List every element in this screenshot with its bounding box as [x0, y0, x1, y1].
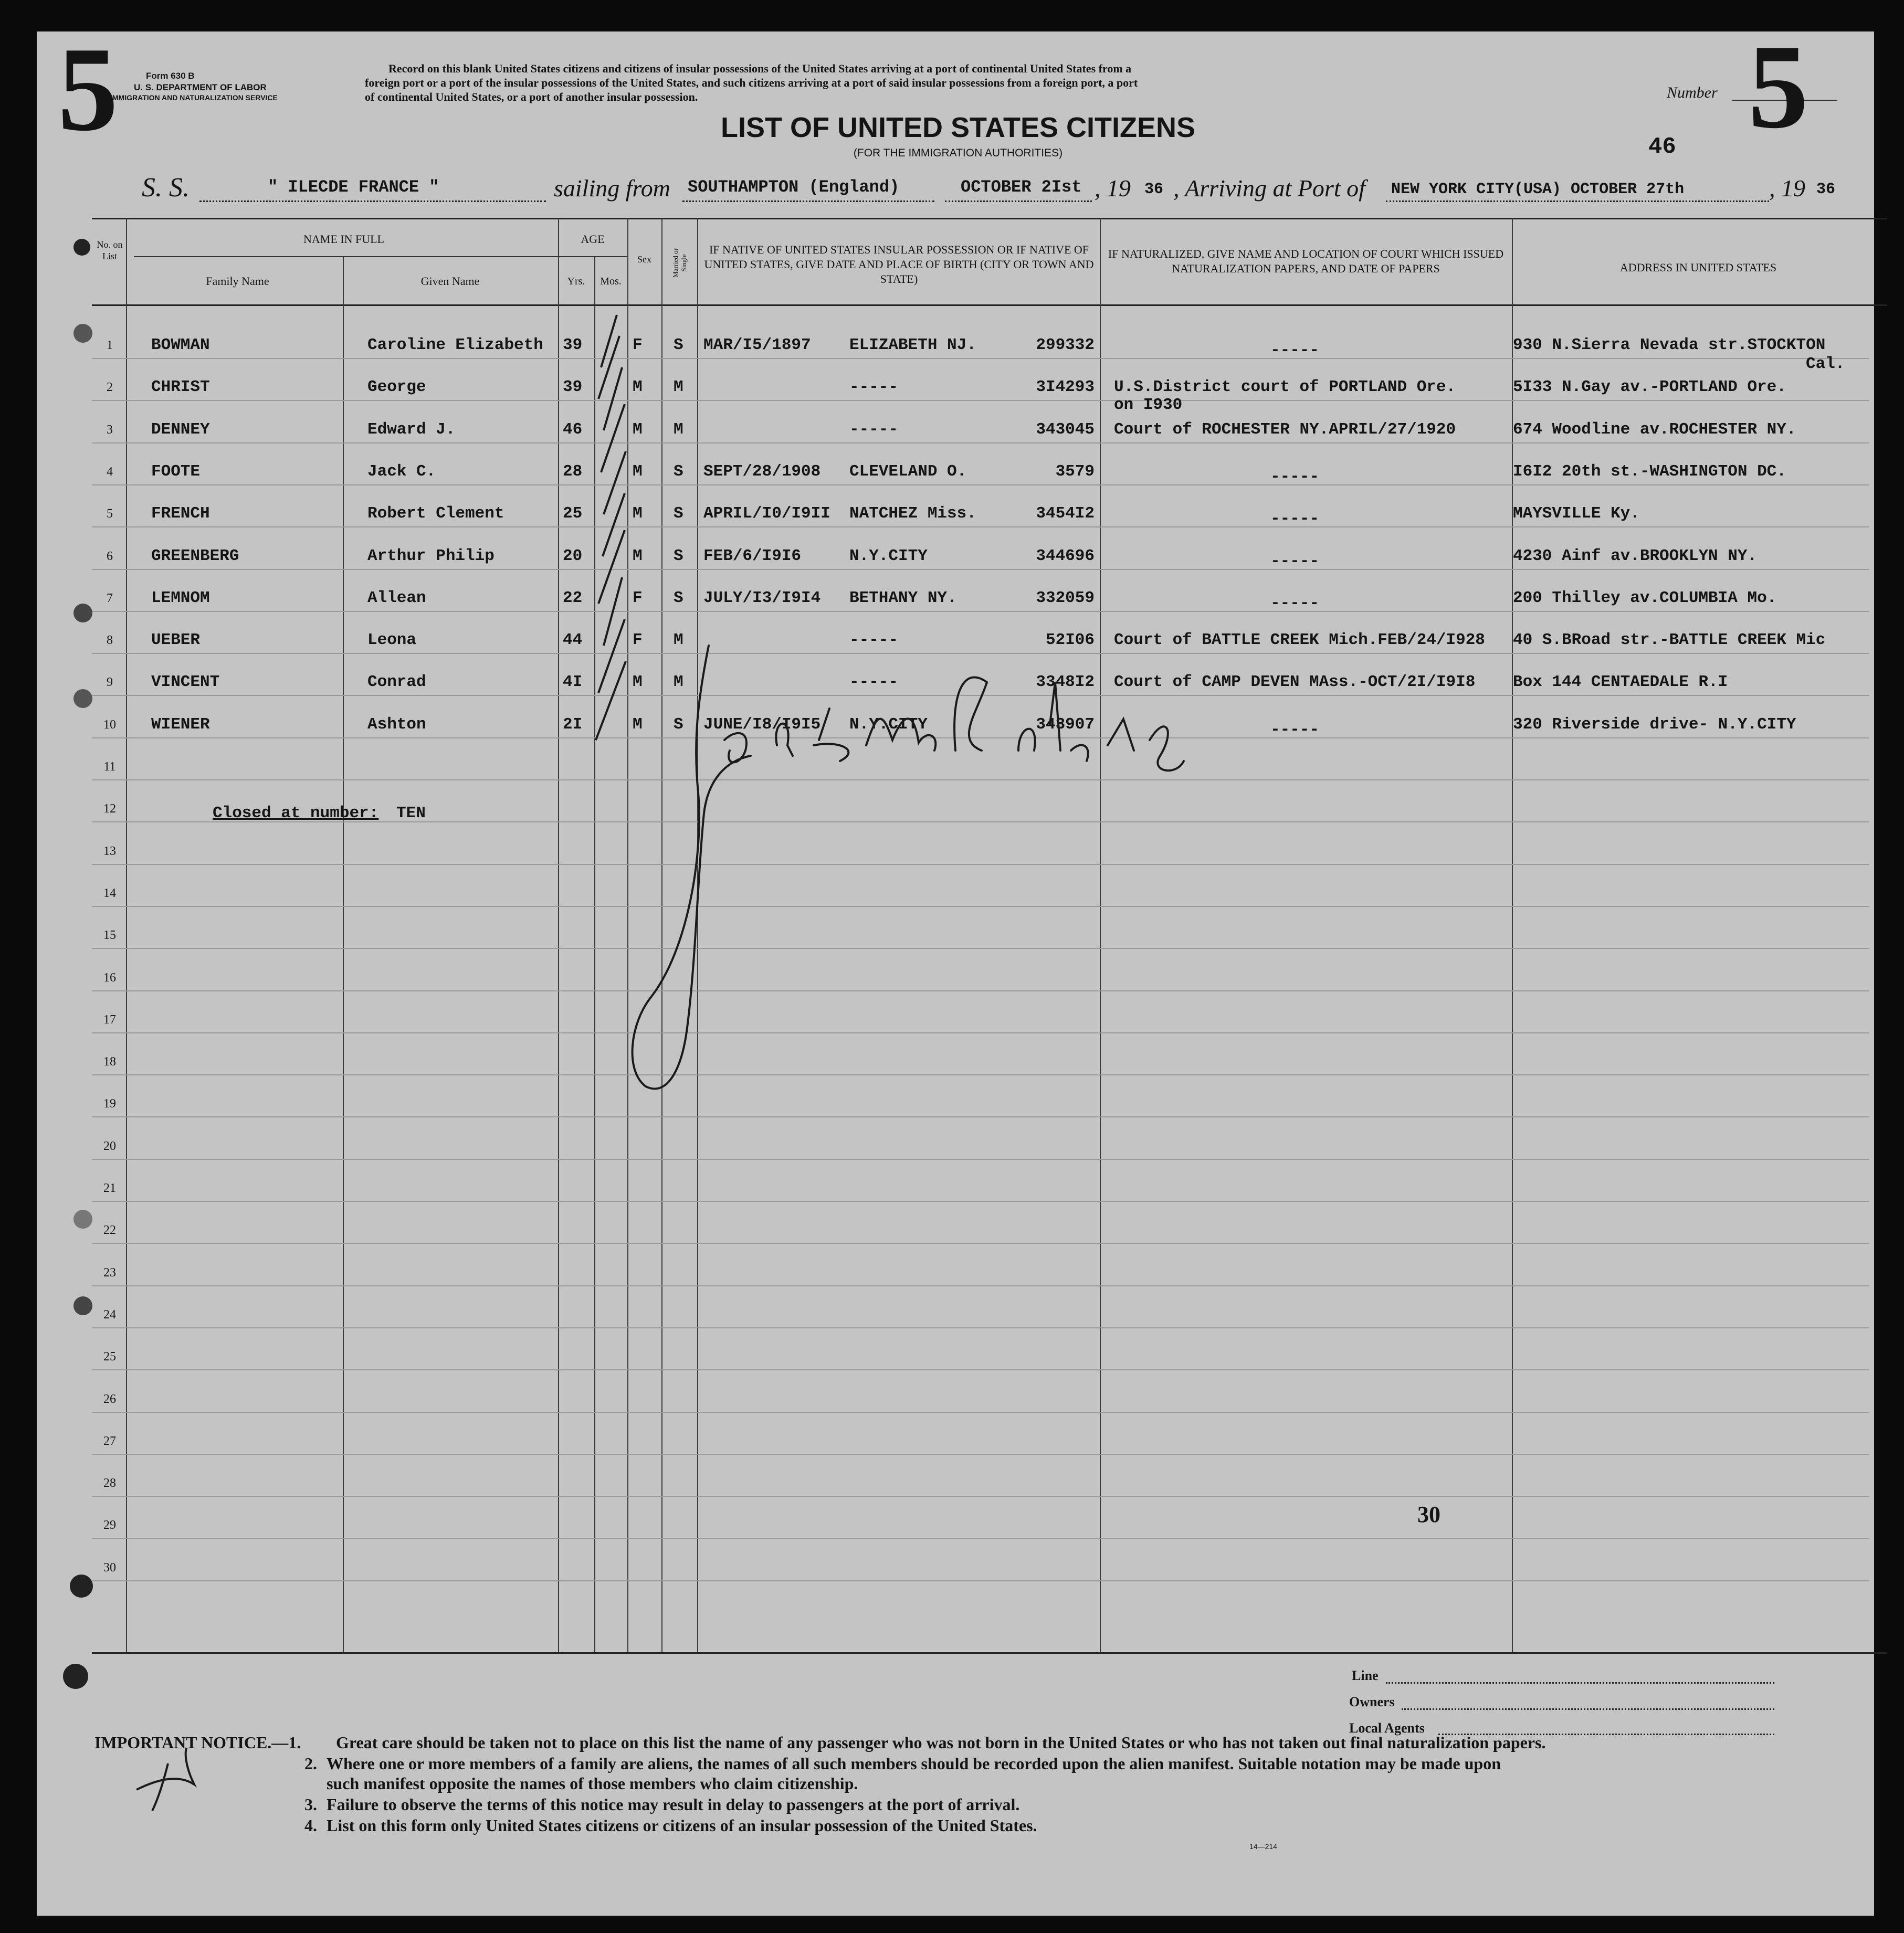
family-name: BOWMAN — [151, 336, 210, 354]
row-number: 15 — [103, 928, 116, 943]
row-number: 25 — [103, 1350, 116, 1364]
naturalization-court: ----- — [1270, 467, 1320, 486]
row-rule — [92, 1243, 1869, 1244]
col-divider — [594, 257, 595, 1652]
header-given-name: Given Name — [420, 274, 480, 288]
header-family-name: Family Name — [206, 274, 269, 288]
notice-4-number: 4. — [304, 1816, 317, 1835]
row-number: 24 — [103, 1307, 116, 1322]
instructions-line1: Record on this blank United States citizens and citizens of insular possessions of the United States arriving at a port of continental United States from a — [388, 62, 1132, 75]
address: Box 144 CENTAEDALE R.I — [1513, 673, 1728, 692]
arrival-underline — [1386, 200, 1769, 202]
row-number: 28 — [103, 1476, 116, 1491]
birth-date: SEPT/28/1908 — [703, 462, 821, 481]
page-subtitle: (FOR THE IMMIGRATION AUTHORITIES) — [853, 147, 1063, 159]
birth-date: JULY/I3/I9I4 — [703, 588, 821, 607]
header-sex: Sex — [637, 254, 651, 265]
naturalization-court: ----- — [1270, 552, 1320, 571]
print-code: 14—214 — [1249, 1842, 1277, 1851]
marital-status: M — [674, 631, 683, 650]
birth-place: CLEVELAND O. — [849, 462, 967, 481]
record-number: 52I06 — [1045, 631, 1095, 650]
header-address: ADDRESS IN UNITED STATES — [1619, 261, 1777, 274]
record-number: 3I4293 — [1036, 378, 1095, 397]
row-number: 14 — [103, 886, 116, 900]
age-years: 22 — [563, 588, 583, 607]
row-number: 22 — [103, 1223, 116, 1238]
row-number: 17 — [103, 1012, 116, 1027]
family-name: WIENER — [151, 715, 210, 734]
address-line2: Cal. — [1806, 355, 1845, 373]
age-years: 44 — [563, 631, 583, 650]
address: 674 Woodline av.ROCHESTER NY. — [1513, 420, 1796, 439]
age-years: 39 — [563, 378, 583, 397]
sex-value: M — [633, 504, 643, 523]
row-rule — [92, 442, 1869, 443]
birth-date: JUNE/I8/I9I5 — [703, 715, 821, 734]
row-rule — [92, 358, 1869, 359]
row-rule — [92, 526, 1869, 527]
address: I6I2 20th st.-WASHINGTON DC. — [1513, 462, 1786, 481]
bottom-stamp: 30 — [1417, 1502, 1440, 1527]
birth-place: ----- — [849, 631, 899, 650]
marital-status: S — [674, 715, 683, 734]
family-name: FOOTE — [151, 462, 201, 481]
naturalization-court-line2: on I930 — [1114, 396, 1183, 415]
birth-place: NATCHEZ Miss. — [849, 504, 976, 523]
punch-hole — [73, 604, 92, 622]
birth-place: ----- — [849, 378, 899, 397]
row-rule — [92, 400, 1869, 401]
signature-svg — [619, 635, 1186, 1097]
department-line2: IMMIGRATION AND NATURALIZATION SERVICE — [110, 93, 278, 102]
birth-date: FEB/6/I9I6 — [703, 546, 802, 565]
row-rule — [92, 569, 1869, 570]
punch-hole — [73, 324, 92, 343]
row-number: 16 — [103, 970, 116, 985]
address: 5I33 N.Gay av.-PORTLAND Ore. — [1513, 378, 1786, 397]
header-age: AGE — [581, 233, 605, 246]
birth-place: ----- — [849, 420, 899, 439]
naturalization-court: ----- — [1270, 510, 1320, 529]
page-stamp: 46 — [1648, 134, 1676, 160]
row-number: 20 — [103, 1139, 116, 1153]
row-rule — [92, 1412, 1869, 1413]
departure-year-suffix: 36 — [1144, 181, 1164, 198]
address: 40 S.BRoad str.-BATTLE CREEK Mic — [1513, 631, 1826, 650]
record-number: 3579 — [1055, 462, 1095, 481]
family-name: GREENBERG — [151, 546, 239, 565]
arrival-year-prefix: , 19 — [1769, 175, 1805, 202]
sex-value: F — [633, 588, 643, 607]
row-rule — [92, 1538, 1869, 1539]
given-name: Arthur Philip — [367, 546, 495, 565]
family-name: LEMNOM — [151, 588, 210, 607]
row-rule — [92, 1327, 1869, 1328]
notice-3: Failure to observe the terms of this notice may result in delay to passengers at the port of arrival. — [327, 1795, 1020, 1814]
marital-status: M — [674, 673, 683, 692]
record-number: 343907 — [1036, 715, 1095, 734]
footer-owners-label: Owners — [1349, 1694, 1395, 1709]
punch-hole — [73, 1210, 92, 1229]
margin-pencil-mark — [126, 1742, 231, 1816]
notice-2a: Where one or more members of a family are aliens, the names of all such members should be recorded upon the alien manifest. Suitable notation may be made upon — [327, 1754, 1501, 1773]
row-rule — [92, 1116, 1869, 1117]
age-years: 2I — [563, 715, 583, 734]
row-number: 21 — [103, 1181, 116, 1195]
given-name: Conrad — [367, 673, 426, 692]
age-years: 39 — [563, 336, 583, 354]
family-name: VINCENT — [151, 673, 220, 692]
footer-line-dots — [1386, 1682, 1774, 1684]
ship-name: " ILECDE FRANCE " — [268, 177, 439, 197]
address: 4230 Ainf av.BROOKLYN NY. — [1513, 546, 1758, 565]
given-name: Jack C. — [367, 462, 436, 481]
signature-image — [619, 635, 1186, 1097]
naturalization-court: Court of BATTLE CREEK Mich.FEB/24/I928 — [1114, 631, 1485, 650]
sailing-label: sailing from — [554, 175, 670, 202]
marital-status: M — [674, 378, 683, 397]
row-number: 5 — [107, 507, 113, 521]
closed-label: Closed at number: — [213, 804, 379, 822]
birth-place: ----- — [849, 673, 899, 692]
address: 200 Thilley av.COLUMBIA Mo. — [1513, 588, 1777, 607]
header-bottom-rule — [92, 304, 1887, 306]
row-rule — [92, 1496, 1869, 1497]
arrival-port-date: NEW YORK CITY(USA) OCTOBER 27th — [1391, 181, 1685, 198]
row-number: 12 — [103, 802, 116, 816]
age-years: 25 — [563, 504, 583, 523]
address: 930 N.Sierra Nevada str.STOCKTON — [1513, 336, 1826, 354]
marital-status: S — [674, 462, 683, 481]
given-name: Robert Clement — [367, 504, 504, 523]
header-yrs: Yrs. — [567, 276, 585, 287]
ship-name-underline — [199, 200, 546, 202]
notice-title: IMPORTANT NOTICE.—1. — [94, 1733, 301, 1752]
header-name-in-full: NAME IN FULL — [303, 233, 384, 246]
age-years: 28 — [563, 462, 583, 481]
ss-label: S. S. — [142, 173, 190, 203]
departure-date-underline — [945, 200, 1092, 202]
notice-2-number: 2. — [304, 1754, 317, 1773]
given-name: Allean — [367, 588, 426, 607]
sex-value: M — [633, 715, 643, 734]
naturalization-court: ----- — [1270, 341, 1320, 360]
address: 320 Riverside drive- N.Y.CITY — [1513, 715, 1796, 734]
birth-place: ELIZABETH NJ. — [849, 336, 976, 354]
row-number: 13 — [103, 844, 116, 858]
notice-1: Great care should be taken not to place on this list the name of any passenger who was not born in the United States or who has not taken out final naturalization papers. — [336, 1733, 1546, 1752]
sex-value: F — [633, 336, 643, 354]
record-number: 332059 — [1036, 588, 1095, 607]
record-number: 3454I2 — [1036, 504, 1095, 523]
sex-value: M — [633, 673, 643, 692]
name-header-rule — [134, 256, 580, 257]
sex-value: M — [633, 378, 643, 397]
row-number: 1 — [107, 339, 113, 352]
punch-hole — [70, 1575, 93, 1598]
given-name: Ashton — [367, 715, 426, 734]
table-bottom-rule — [92, 1652, 1887, 1654]
arrival-year-suffix: 36 — [1816, 181, 1836, 198]
address: MAYSVILLE Ky. — [1513, 504, 1640, 523]
naturalization-court: U.S.District court of PORTLAND Ore. — [1114, 378, 1456, 397]
notice-2b: such manifest opposite the names of those members who claim citizenship. — [327, 1774, 858, 1793]
row-rule — [92, 1580, 1869, 1581]
sex-value: M — [633, 462, 643, 481]
birth-date: MAR/I5/1897 — [703, 336, 811, 354]
departure-year-prefix: , 19 — [1095, 175, 1131, 202]
row-number: 27 — [103, 1434, 116, 1448]
notice-4: List on this form only United States citizens or citizens of an insular possession of the United States. — [327, 1816, 1037, 1835]
row-number: 4 — [107, 464, 113, 479]
col-divider — [558, 218, 559, 1652]
row-number: 19 — [103, 1097, 116, 1111]
row-number: 18 — [103, 1055, 116, 1069]
col-divider — [343, 257, 344, 1652]
age-years: 4I — [563, 673, 583, 692]
header-no-on-list: No. on List — [97, 239, 123, 261]
row-number: 3 — [107, 422, 113, 437]
birth-place: N.Y.CITY — [849, 715, 928, 734]
birth-place: N.Y.CITY — [849, 546, 928, 565]
naturalization-court: ----- — [1270, 720, 1320, 739]
family-name: UEBER — [151, 631, 201, 650]
sex-value: F — [633, 631, 643, 650]
row-number: 10 — [103, 717, 116, 732]
closed-value: TEN — [396, 804, 426, 822]
birth-place: BETHANY NY. — [849, 588, 957, 607]
col-divider — [126, 218, 127, 1652]
birth-date: APRIL/I0/I9II — [703, 504, 830, 523]
footer-local-agents-label: Local Agents — [1349, 1720, 1425, 1736]
family-name: FRENCH — [151, 504, 210, 523]
department-line1: U. S. DEPARTMENT OF LABOR — [134, 82, 267, 92]
row-number: 23 — [103, 1265, 116, 1280]
marital-status: M — [674, 420, 683, 439]
family-name: DENNEY — [151, 420, 210, 439]
row-rule — [92, 1369, 1869, 1370]
row-number: 6 — [107, 549, 113, 563]
naturalization-court: Court of ROCHESTER NY.APRIL/27/1920 — [1114, 420, 1456, 439]
marital-status: S — [674, 504, 683, 523]
row-number: 8 — [107, 633, 113, 648]
record-number: 344696 — [1036, 546, 1095, 565]
age-years: 46 — [563, 420, 583, 439]
given-name: Edward J. — [367, 420, 456, 439]
form-number: Form 630 B — [146, 71, 195, 81]
record-number: 343045 — [1036, 420, 1095, 439]
notice-3-number: 3. — [304, 1795, 317, 1814]
header-naturalized: IF NATURALIZED, GIVE NAME AND LOCATION OF COURT WHICH ISSUED NATURALIZATION PAPERS, AND DATE OF PAPERS — [1108, 247, 1504, 275]
marital-status: S — [674, 588, 683, 607]
row-number: 30 — [103, 1560, 116, 1575]
number-value: 5 — [1748, 19, 1808, 153]
footer-owners-dots — [1402, 1708, 1774, 1710]
instructions-line3: of continental United States, or a port of another insular possession. — [365, 90, 698, 103]
sailing-from: SOUTHAMPTON (England) — [688, 177, 900, 197]
row-number: 2 — [107, 381, 113, 395]
punch-hole — [63, 1664, 88, 1689]
page-title: LIST OF UNITED STATES CITIZENS — [721, 112, 1195, 143]
marital-status: S — [674, 546, 683, 565]
row-rule — [92, 611, 1869, 612]
header-birth: IF NATIVE OF UNITED STATES INSULAR POSSESSION OR IF NATIVE OF UNITED STATES, GIVE DATE AND PLACE OF BIRTH (CITY OR TOWN AND STATE) — [704, 243, 1094, 286]
given-name: George — [367, 378, 426, 397]
footer-line-label: Line — [1352, 1668, 1379, 1683]
record-number: 299332 — [1036, 336, 1095, 354]
arriving-label: , Arriving at Port of — [1173, 175, 1365, 202]
age-years: 20 — [563, 546, 583, 565]
row-number: 7 — [107, 591, 113, 605]
punch-hole — [73, 1296, 92, 1315]
row-rule — [92, 1285, 1869, 1286]
table-top-rule — [92, 218, 1887, 219]
header-married-or-single: Married or Single — [671, 248, 688, 278]
row-rule — [92, 1201, 1869, 1202]
record-number: 3348I2 — [1036, 673, 1095, 692]
number-label: Number — [1667, 84, 1718, 101]
sex-value: M — [633, 546, 643, 565]
family-name: CHRIST — [151, 378, 210, 397]
row-rule — [92, 1454, 1869, 1455]
punch-hole — [73, 239, 90, 256]
row-rule — [92, 1159, 1869, 1160]
big-number-left: 5 — [58, 22, 118, 156]
marital-status: S — [674, 336, 683, 354]
naturalization-court: ----- — [1270, 594, 1320, 612]
naturalization-court: Court of CAMP DEVEN MAss.-OCT/2I/I9I8 — [1114, 673, 1476, 692]
row-number: 26 — [103, 1392, 116, 1406]
given-name: Caroline Elizabeth — [367, 336, 543, 354]
departure-date: OCTOBER 2Ist — [961, 177, 1082, 197]
row-number: 9 — [107, 675, 113, 690]
sex-value: M — [633, 420, 643, 439]
given-name: Leona — [367, 631, 417, 650]
punch-hole — [73, 689, 92, 708]
age-header-rule — [558, 256, 627, 257]
instructions-line2: foreign port or a port of the insular possessions of the United States, and such citizens arriving at a port of said insular possessions from a foreign port, a port — [365, 76, 1138, 89]
sailing-from-underline — [682, 200, 934, 202]
row-number: 29 — [103, 1518, 116, 1533]
header-mos: Mos. — [600, 276, 622, 287]
row-number: 11 — [103, 760, 116, 774]
row-rule — [92, 484, 1869, 485]
